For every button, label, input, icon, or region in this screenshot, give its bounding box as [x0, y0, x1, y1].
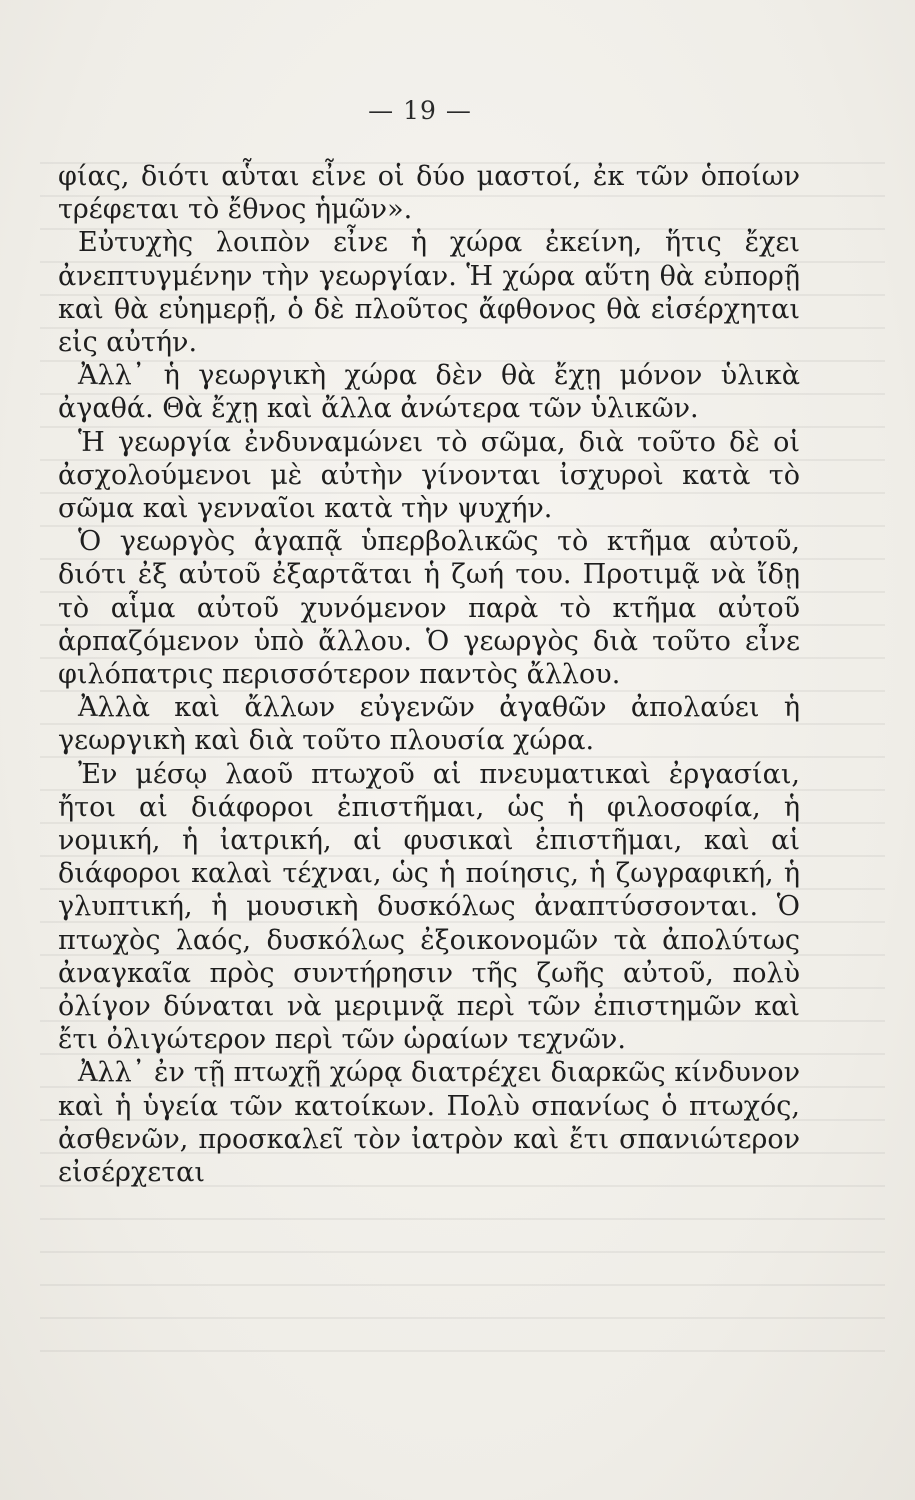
paragraph: Ἀλλ᾽ ἐν τῇ πτωχῇ χώρᾳ διατρέχει διαρκῶς κίνδυνον καὶ ἡ ὑγεία τῶν κατοίκων. Πολὺ σπανίως ὁ πτωχός, ἀσθενῶν, προσκαλεῖ τὸν ἰατρὸν καὶ ἔτι σπανιώτερον εἰσέρχεται: [58, 1057, 800, 1189]
paragraph: Ἀλλ᾽ ἡ γεωργικὴ χώρα δὲν θὰ ἔχῃ μόνον ὑλικὰ ἀγαθά. Θὰ ἔχῃ καὶ ἄλλα ἀνώτερα τῶν ὑλικῶν.: [58, 360, 800, 425]
paragraph: Ἀλλὰ καὶ ἄλλων εὐγενῶν ἀγαθῶν ἀπολαύει ἡ γεωργικὴ καὶ διὰ τοῦτο πλουσία χώρα.: [58, 692, 800, 757]
paragraph: Ἐν μέσῳ λαοῦ πτωχοῦ αἱ πνευματικαὶ ἐργασίαι, ἤτοι αἱ διάφοροι ἐπιστῆμαι, ὡς ἡ φιλοσοφία, ἡ νομική, ἡ ἰατρική, αἱ φυσικαὶ ἐπιστῆμαι, καὶ αἱ διάφοροι καλαὶ τέχναι, ὡς ἡ ποίησις, ἡ ζωγραφική, ἡ γλυπτική, ἡ μουσικὴ δυσκόλως ἀναπτύσσονται. Ὁ πτωχὸς λαός, δυσκόλως ἐξοικονομῶν τὰ ἀπολύτως ἀναγκαῖα πρὸς συντήρησιν τῆς ζωῆς αὐτοῦ, πολὺ ὀλίγον δύναται νὰ μεριμνᾷ περὶ τῶν ἐπιστημῶν καὶ ἔτι ὀλιγώτερον περὶ τῶν ὡραίων τεχνῶν.: [58, 758, 800, 1056]
paragraph: φίας, διότι αὗται εἶνε οἱ δύο μαστοί, ἐκ τῶν ὁποίων τρέφεται τὸ ἔθνος ἡμῶν».: [58, 161, 800, 226]
body-text: [58, 160, 800, 1189]
paragraph: Ὁ γεωργὸς ἀγαπᾷ ὑπερβολικῶς τὸ κτῆμα αὐτοῦ, διότι ἐξ αὐτοῦ ἐξαρτᾶται ἡ ζωή του. Προτιμᾷ νὰ ἴδῃ τὸ αἷμα αὐτοῦ χυνόμενον παρὰ τὸ κτῆμα αὐτοῦ ἁρπαζόμενον ὑπὸ ἄλλου. Ὁ γεωργὸς διὰ τοῦτο εἶνε φιλόπατρις περισσότερον παντὸς ἄλλου.: [58, 526, 800, 691]
paragraph: Ἡ γεωργία ἐνδυναμώνει τὸ σῶμα, διὰ τοῦτο δὲ οἱ ἀσχολούμενοι μὲ αὐτὴν γίνονται ἰσχυροὶ κατὰ τὸ σῶμα καὶ γενναῖοι κατὰ τὴν ψυχήν.: [58, 426, 800, 525]
page-number: — 19 —: [368, 96, 472, 125]
paragraph: Εὐτυχὴς λοιπὸν εἶνε ἡ χώρα ἐκείνη, ἥτις ἔχει ἀνεπτυγμένην τὴν γεωργίαν. Ἡ χώρα αὕτη θὰ εὐπορῇ καὶ θὰ εὐημερῇ, ὁ δὲ πλοῦτος ἄφθονος θὰ εἰσέρχηται εἰς αὐτήν.: [58, 227, 800, 359]
